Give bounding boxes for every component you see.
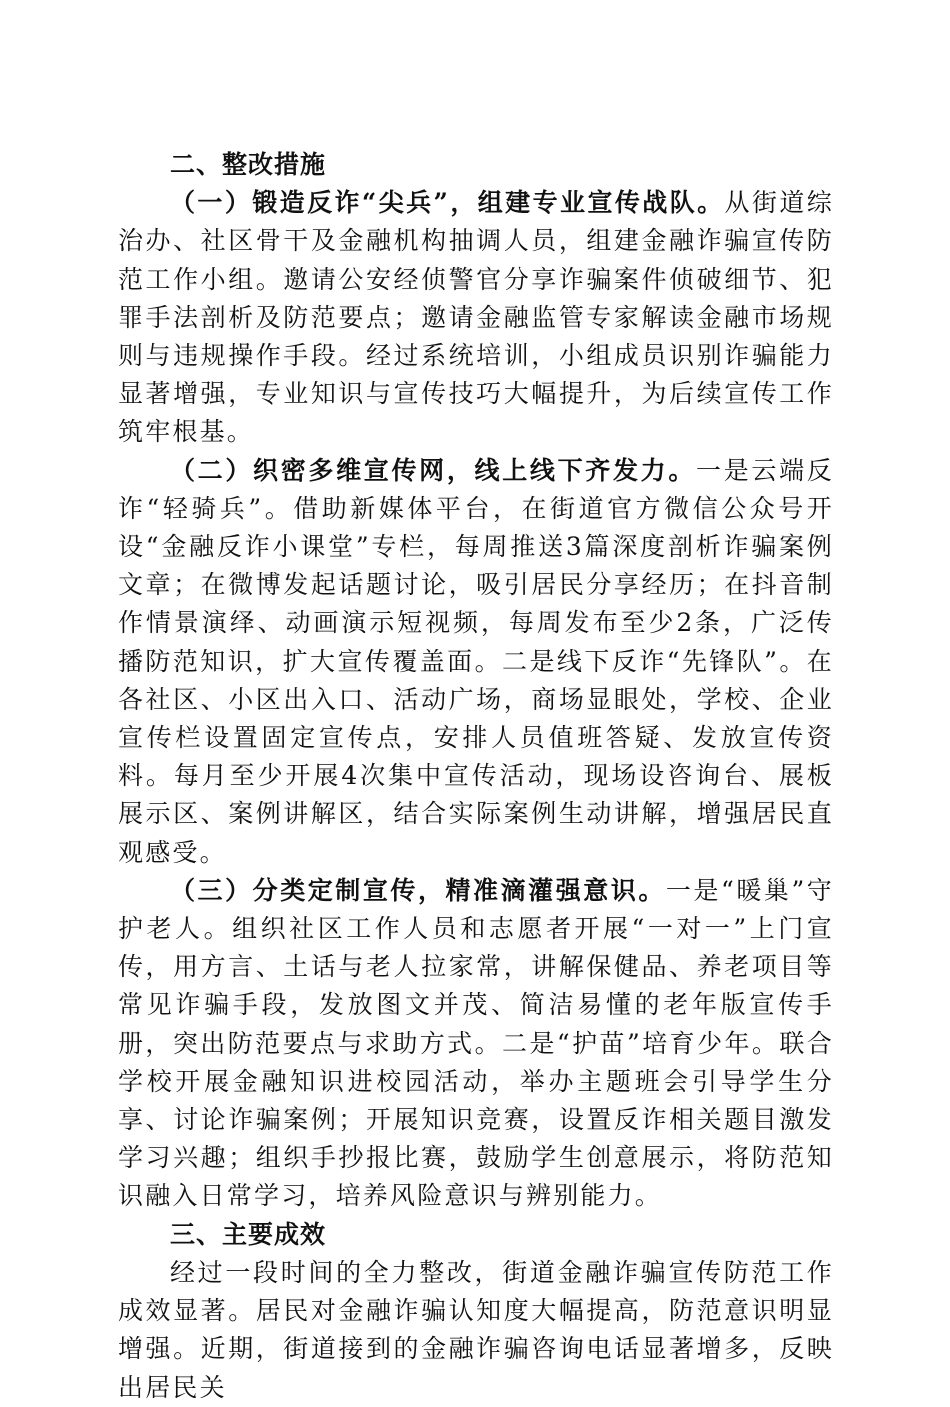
paragraph-text: 一是“暖巢”守护老人。组织社区工作人员和志愿者开展“一对一”上门宣传，用方言、土话与老人拉家常，讲解保健品、养老项目等常见诈骗手段，发放图文并茂、简洁易懂的老年版宣传手册，突出防范要点与求助方式。二是“护苗”培育少年。联合学校开展金融知识进校园活动，举办主题班会引导学生分享、讨论诈骗案例；开展知识竞赛，设置反诈相关题目激发学习兴趣；组织手抄报比赛，鼓励学生创意展示，将防范知识融入日常学习，培养风险意识与辨别能力。 xyxy=(118,875,834,1211)
paragraph-specialist-team xyxy=(118,184,834,451)
document-body xyxy=(118,146,834,1407)
paragraph-lead: （二）织密多维宣传网，线上线下齐发力。 xyxy=(170,455,697,485)
paragraph-lead: （三）分类定制宣传，精准滴灌强意识。 xyxy=(170,875,666,905)
paragraph-targeted-publicity xyxy=(118,872,834,1216)
section-heading-measures: 二、整改措施 xyxy=(170,150,327,179)
paragraph-text: 经过一段时间的全力整改，街道金融诈骗宣传防范工作成效显著。居民对金融诈骗认知度大幅提高，防范意识明显增强。近期，街道接到的金融诈骗咨询电话显著增多，反映出居民关 xyxy=(118,1257,834,1402)
paragraph-results xyxy=(118,1254,834,1407)
paragraph-text: 从街道综治办、社区骨干及金融机构抽调人员，组建金融诈骗宣传防范工作小组。邀请公安经侦警官分享诈骗案件侦破细节、犯罪手法剖析及防范要点；邀请金融监管专家解读金融市场规则与违规操作手段。经过系统培训，小组成员识别诈骗能力显著增强，专业知识与宣传技巧大幅提升，为后续宣传工作筑牢根基。 xyxy=(118,188,834,447)
paragraph-lead: （一）锻造反诈“尖兵”，组建专业宣传战队。 xyxy=(170,188,725,218)
paragraph-text: 一是云端反诈“轻骑兵”。借助新媒体平台，在街道官方微信公众号开设“金融反诈小课堂”专栏，每周推送3篇深度剖析诈骗案例文章；在微博发起话题讨论，吸引居民分享经历；在抖音制作情景演绎、动画演示短视频，每周发布至少2条，广泛传播防范知识，扩大宣传覆盖面。二是线下反诈“先锋队”。在各社区、小区出入口、活动广场，商场显眼处，学校、企业宣传栏设置固定宣传点，安排人员值班答疑、发放宣传资料。每月至少开展4次集中宣传活动，现场设咨询台、展板展示区、案例讲解区，结合实际案例生动讲解，增强居民直观感受。 xyxy=(118,455,834,867)
section-heading-results: 三、主要成效 xyxy=(170,1219,327,1249)
paragraph-publicity-network xyxy=(118,452,834,872)
